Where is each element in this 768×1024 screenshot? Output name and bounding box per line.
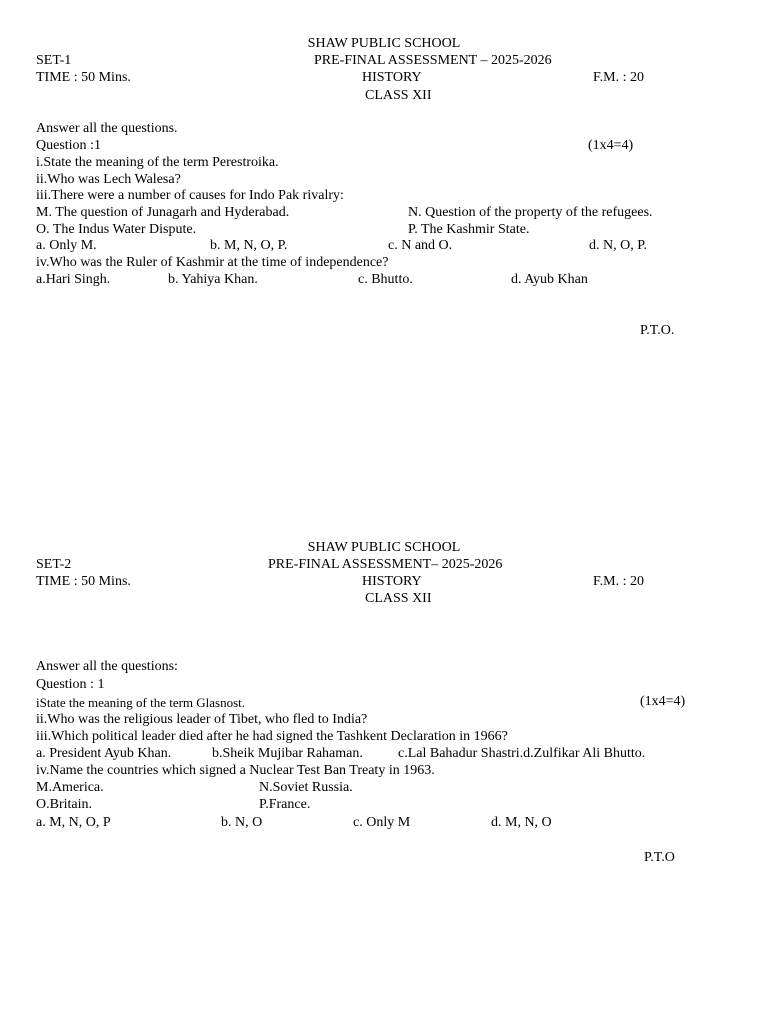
set2-q3-option-a: a. President Ayub Khan. bbox=[36, 746, 172, 761]
set2-q3-option-b: b.Sheik Mujibar Rahaman. bbox=[212, 746, 363, 761]
set2-time: TIME : 50 Mins. bbox=[36, 574, 131, 589]
set1-q3: iii.There were a number of causes for Indo Pak rivalry: bbox=[36, 188, 344, 203]
set1-exam-title: PRE-FINAL ASSESSMENT – 2025-2026 bbox=[314, 53, 552, 68]
set2-q4-item-o: O.Britain. bbox=[36, 797, 92, 812]
set1-set-label: SET-1 bbox=[36, 53, 72, 68]
set1-q3-option-b: b. M, N, O, P. bbox=[210, 238, 288, 253]
set2-q4-item-n: N.Soviet Russia. bbox=[259, 780, 353, 795]
set2-q3-option-cd: c.Lal Bahadur Shastri.d.Zulfikar Ali Bhutto. bbox=[398, 746, 646, 761]
set1-marks: (1x4=4) bbox=[588, 138, 634, 153]
set2-q4-option-a: a. M, N, O, P bbox=[36, 815, 111, 830]
set2-set-label: SET-2 bbox=[36, 557, 72, 572]
set1-q3-option-c: c. N and O. bbox=[388, 238, 453, 253]
set1-time: TIME : 50 Mins. bbox=[36, 70, 131, 85]
set2-question-heading: Question : 1 bbox=[36, 677, 105, 692]
set2-marks: (1x4=4) bbox=[640, 694, 686, 709]
set2-pto: P.T.O bbox=[644, 850, 675, 865]
set1-q4-option-b: b. Yahiya Khan. bbox=[168, 272, 258, 287]
set1-q2: ii.Who was Lech Walesa? bbox=[36, 172, 181, 187]
set1-q4-option-c: c. Bhutto. bbox=[358, 272, 413, 287]
set1-school-name: SHAW PUBLIC SCHOOL bbox=[307, 36, 461, 51]
set1-q3-item-p: P. The Kashmir State. bbox=[408, 222, 530, 237]
set2-q4: iv.Name the countries which signed a Nuclear Test Ban Treaty in 1963. bbox=[36, 763, 435, 778]
set1-q3-item-m: M. The question of Junagarh and Hyderabad. bbox=[36, 205, 290, 220]
set1-full-marks: F.M. : 20 bbox=[593, 70, 645, 85]
set2-q4-item-m: M.America. bbox=[36, 780, 104, 795]
set2-subject: HISTORY bbox=[362, 574, 422, 589]
set2-class: CLASS XII bbox=[365, 591, 432, 606]
set2-q4-option-b: b. N, O bbox=[221, 815, 263, 830]
set2-school-name: SHAW PUBLIC SCHOOL bbox=[307, 540, 461, 555]
set1-q4-option-a: a.Hari Singh. bbox=[36, 272, 111, 287]
set2-q3: iii.Which political leader died after he had signed the Tashkent Declaration in 1966? bbox=[36, 729, 508, 744]
set2-q4-item-p: P.France. bbox=[259, 797, 311, 812]
set1-instruction: Answer all the questions. bbox=[36, 121, 178, 136]
set2-q2: ii.Who was the religious leader of Tibet, who fled to India? bbox=[36, 712, 368, 727]
set1-q3-item-n: N. Question of the property of the refugees. bbox=[408, 205, 653, 220]
set2-q4-option-c: c. Only M bbox=[353, 815, 411, 830]
set1-subject: HISTORY bbox=[362, 70, 422, 85]
set1-q3-option-a: a. Only M. bbox=[36, 238, 97, 253]
set2-instruction: Answer all the questions: bbox=[36, 659, 178, 674]
set1-q1: i.State the meaning of the term Perestroika. bbox=[36, 155, 279, 170]
set1-q3-option-d: d. N, O, P. bbox=[589, 238, 647, 253]
set1-q4: iv.Who was the Ruler of Kashmir at the time of independence? bbox=[36, 255, 389, 270]
set1-q4-option-d: d. Ayub Khan bbox=[511, 272, 588, 287]
set1-q3-item-o: O. The Indus Water Dispute. bbox=[36, 222, 197, 237]
set2-full-marks: F.M. : 20 bbox=[593, 574, 645, 589]
set1-question-heading: Question :1 bbox=[36, 138, 101, 153]
set1-class: CLASS XII bbox=[365, 88, 432, 103]
set2-exam-title: PRE-FINAL ASSESSMENT– 2025-2026 bbox=[268, 557, 503, 572]
set2-q4-option-d: d. M, N, O bbox=[491, 815, 552, 830]
set1-pto: P.T.O. bbox=[640, 323, 675, 338]
set2-q1: iState the meaning of the term Glasnost. bbox=[36, 695, 246, 710]
